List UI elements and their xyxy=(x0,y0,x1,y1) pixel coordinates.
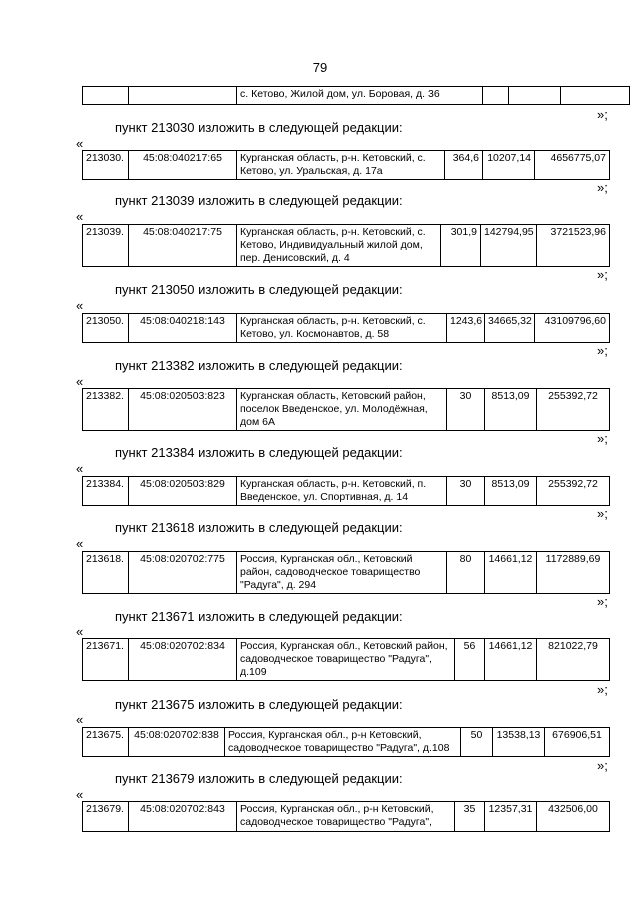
cell-area: 301,9 xyxy=(441,225,481,267)
open-quote-mark: « xyxy=(76,298,84,313)
cell-num: 213671. xyxy=(83,639,129,681)
cell-num: 213618. xyxy=(83,552,129,594)
cell-address: Курганская область, р-н. Кетовский, п. Введенское, ул. Спортивная, д. 14 xyxy=(237,477,447,506)
page-number: 79 xyxy=(312,60,328,75)
cell-num xyxy=(83,87,129,105)
table-213384 xyxy=(82,476,610,506)
instruction-text: пункт 213671 изложить в следующей редакции: xyxy=(115,609,403,624)
table-213050 xyxy=(82,313,610,343)
cell-area: 1243,6 xyxy=(447,314,485,343)
cell-cadastral: 45:08:020702:838 xyxy=(129,728,225,757)
cell-address: Россия, Курганская обл., р-н Кетовский, садоводческое товарищество "Радуга", xyxy=(237,802,455,832)
cell-cadastral: 45:08:020702:843 xyxy=(129,802,237,832)
cell-price xyxy=(509,87,561,105)
table-row xyxy=(83,802,610,832)
cell-address: с. Кетово, Жилой дом, ул. Боровая, д. 36 xyxy=(237,87,483,105)
open-quote-mark: « xyxy=(76,136,84,151)
cell-num: 213384. xyxy=(83,477,129,506)
cell-price: 12357,31 xyxy=(485,802,537,832)
cell-address: Россия, Курганская обл., р-н Кетовский, садоводческое товарищество "Радуга", д.108 xyxy=(225,728,461,757)
cell-num: 213382. xyxy=(83,389,129,431)
cell-num: 213050. xyxy=(83,314,129,343)
table-row xyxy=(83,728,610,757)
cell-cadastral: 45:08:020702:775 xyxy=(129,552,237,594)
cell-address: Курганская область, р-н. Кетовский, с. Кетово, Индивидуальный жилой дом, пер. Денисовский, д. 4 xyxy=(237,225,441,267)
table-213382 xyxy=(82,388,610,431)
close-quote-mark: »; xyxy=(597,343,608,358)
table-row xyxy=(83,389,610,431)
cell-cadastral xyxy=(129,87,237,105)
instruction-text: пункт 213384 изложить в следующей редакции: xyxy=(115,445,403,460)
cell-area: 56 xyxy=(455,639,485,681)
cell-cadastral: 45:08:040217:65 xyxy=(129,151,237,180)
cell-price: 34665,32 xyxy=(485,314,535,343)
cell-area: 35 xyxy=(455,802,485,832)
cell-cadastral: 45:08:040218:143 xyxy=(129,314,237,343)
cell-total: 4656775,07 xyxy=(535,151,610,180)
close-quote-mark: »; xyxy=(597,594,608,609)
cell-price: 8513,09 xyxy=(485,477,537,506)
cell-price: 14661,12 xyxy=(485,639,537,681)
close-quote-mark: »; xyxy=(597,267,608,282)
table-213675 xyxy=(82,727,610,757)
open-quote-mark: « xyxy=(76,712,84,727)
cell-area: 30 xyxy=(447,477,485,506)
instruction-text: пункт 213618 изложить в следующей редакции: xyxy=(115,520,403,535)
cell-address: Курганская область, Кетовский район, поселок Введенское, ул. Молодёжная, дом 6А xyxy=(237,389,447,431)
cell-area xyxy=(483,87,509,105)
close-quote-mark: »; xyxy=(597,506,608,521)
cell-price: 142794,95 xyxy=(481,225,537,267)
cell-total: 43109796,60 xyxy=(535,314,610,343)
cell-price: 14661,12 xyxy=(485,552,537,594)
close-quote-mark: »; xyxy=(597,180,608,195)
cell-total: 3721523,96 xyxy=(537,225,610,267)
table-row xyxy=(83,87,630,105)
cell-cadastral: 45:08:020503:829 xyxy=(129,477,237,506)
close-quote-mark: »; xyxy=(597,107,608,122)
open-quote-mark: « xyxy=(76,374,84,389)
cell-cadastral: 45:08:040217:75 xyxy=(129,225,237,267)
open-quote-mark: « xyxy=(76,624,84,639)
table-row xyxy=(83,552,610,594)
instruction-text: пункт 213679 изложить в следующей редакции: xyxy=(115,771,403,786)
cell-address: Россия, Курганская обл., Кетовский район, садоводческое товарищество "Радуга", д.109 xyxy=(237,639,455,681)
cell-area: 50 xyxy=(461,728,493,757)
cell-total: 821022,79 xyxy=(537,639,610,681)
cell-num: 213679. xyxy=(83,802,129,832)
table-row xyxy=(83,639,610,681)
cell-total: 255392,72 xyxy=(537,477,610,506)
table-row xyxy=(83,477,610,506)
cell-total: 255392,72 xyxy=(537,389,610,431)
cell-total xyxy=(561,87,630,105)
instruction-text: пункт 213382 изложить в следующей редакции: xyxy=(115,358,403,373)
cell-address: Курганская область, р-н. Кетовский, с. Кетово, ул. Уральская, д. 17а xyxy=(237,151,445,180)
table-213679 xyxy=(82,801,610,832)
cell-address: Россия, Курганская обл., Кетовский район, садоводческое товарищество "Радуга", д. 294 xyxy=(237,552,447,594)
table-213618 xyxy=(82,551,610,594)
table-row xyxy=(83,151,610,180)
table-top-continuation xyxy=(82,86,630,105)
cell-area: 80 xyxy=(447,552,485,594)
open-quote-mark: « xyxy=(76,461,84,476)
cell-total: 676906,51 xyxy=(545,728,610,757)
close-quote-mark: »; xyxy=(597,758,608,773)
cell-cadastral: 45:08:020503:823 xyxy=(129,389,237,431)
open-quote-mark: « xyxy=(76,536,84,551)
table-row xyxy=(83,314,610,343)
cell-price: 13538,13 xyxy=(493,728,545,757)
cell-price: 8513,09 xyxy=(485,389,537,431)
cell-area: 364,6 xyxy=(445,151,483,180)
instruction-text: пункт 213030 изложить в следующей редакции: xyxy=(115,120,403,135)
table-row xyxy=(83,225,610,267)
cell-area: 30 xyxy=(447,389,485,431)
table-213030 xyxy=(82,150,610,180)
close-quote-mark: »; xyxy=(597,431,608,446)
close-quote-mark: »; xyxy=(597,682,608,697)
instruction-text: пункт 213675 изложить в следующей редакции: xyxy=(115,697,403,712)
cell-cadastral: 45:08:020702:834 xyxy=(129,639,237,681)
table-213039 xyxy=(82,224,610,267)
cell-num: 213030. xyxy=(83,151,129,180)
cell-num: 213039. xyxy=(83,225,129,267)
open-quote-mark: « xyxy=(76,787,84,802)
cell-num: 213675. xyxy=(83,728,129,757)
cell-address: Курганская область, р-н. Кетовский, с. Кетово, ул. Космонавтов, д. 58 xyxy=(237,314,447,343)
open-quote-mark: « xyxy=(76,209,84,224)
cell-total: 432506,00 xyxy=(537,802,610,832)
cell-price: 10207,14 xyxy=(483,151,535,180)
cell-total: 1172889,69 xyxy=(537,552,610,594)
instruction-text: пункт 213050 изложить в следующей редакции: xyxy=(115,282,403,297)
instruction-text: пункт 213039 изложить в следующей редакции: xyxy=(115,193,403,208)
table-213671 xyxy=(82,638,610,681)
